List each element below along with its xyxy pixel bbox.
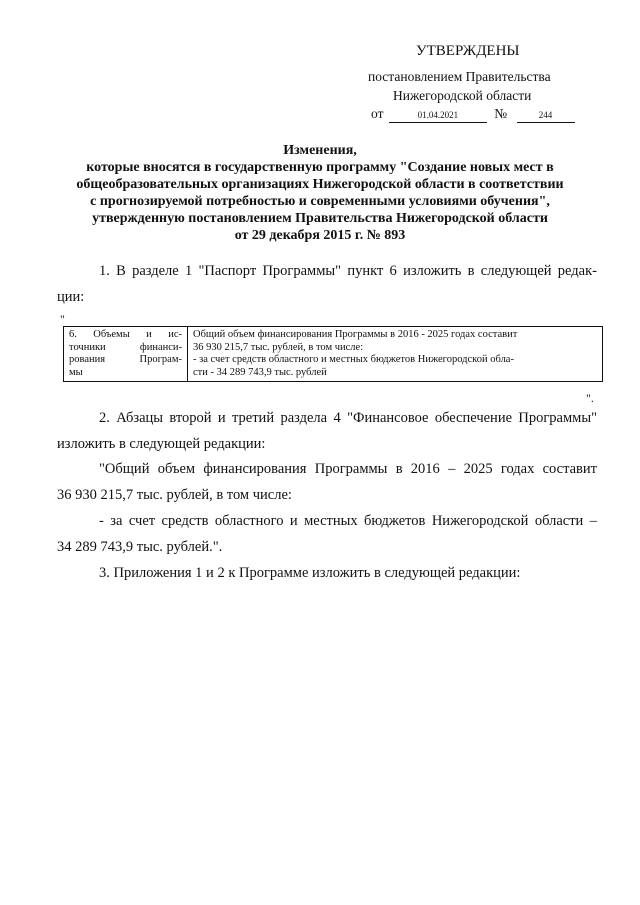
heading-line-3: общеобразовательных организациях Нижегородской области в соответствии <box>76 177 564 192</box>
heading-line-6: от 29 декабря 2015 г. № 893 <box>234 228 406 243</box>
approval-title: УТВЕРЖДЕНЫ <box>416 43 520 59</box>
quote-para2-line-1: - за счет средств областного и местных бюджетов Нижегородской области – <box>99 513 597 529</box>
item2-line-2: изложить в следующей редакции: <box>57 436 266 452</box>
table-cell-label <box>64 327 188 382</box>
quote-para1-line-1: "Общий объем финансирования Программы в 2016 – 2025 годах составит <box>99 461 597 477</box>
item2-line-1: 2. Абзацы второй и третий раздела 4 "Финансовое обеспечение Программы" <box>99 410 597 426</box>
cell-line: рования Програм- <box>69 354 182 365</box>
heading-line-2: которые вносятся в государственную программу "Создание новых мест в <box>86 160 554 175</box>
number-sign: № <box>494 106 508 121</box>
approval-number: 244 <box>517 109 575 123</box>
approval-date-line <box>371 106 575 123</box>
cell-line: сти - 34 289 743,9 тыс. рублей <box>193 366 327 378</box>
item3-line-1: 3. Приложения 1 и 2 к Программе изложить в следующей редакции: <box>99 565 521 581</box>
cell-line: 36 930 215,7 тыс. рублей, в том числе: <box>193 341 364 353</box>
table-cell-value <box>188 327 603 382</box>
heading-line-1: Изменения, <box>283 143 357 158</box>
from-label: от <box>371 106 384 121</box>
quote-close: ". <box>586 391 594 405</box>
cell-line: 6. Объемы и ис- <box>69 329 182 340</box>
quote-open: " <box>60 312 65 326</box>
cell-line: - за счет средств областного и местных бюджетов Нижегородской обла- <box>193 354 514 365</box>
approval-region-line: Нижегородской области <box>393 88 532 103</box>
heading-line-4: с прогнозируемой потребностью и современными условиями обучения", <box>90 194 550 209</box>
approval-date: 01.04.2021 <box>389 109 487 123</box>
item1-line-2: ции: <box>57 289 85 305</box>
cell-line: Общий объем финансирования Программы в 2016 - 2025 годах составит <box>193 329 518 340</box>
approval-decree-line: постановлением Правительства <box>368 69 551 84</box>
table-row <box>64 327 603 382</box>
quote-para2-line-2: 34 289 743,9 тыс. рублей.". <box>57 539 223 555</box>
item1-line-1: 1. В разделе 1 "Паспорт Программы" пункт 6 изложить в следующей редак- <box>99 263 597 279</box>
cell-line: точники финанси- <box>69 341 182 353</box>
quote-para1-line-2: 36 930 215,7 тыс. рублей, в том числе: <box>57 487 292 503</box>
cell-line: мы <box>69 366 83 378</box>
passport-table <box>63 326 603 382</box>
heading-line-5: утвержденную постановлением Правительства Нижегородской области <box>92 211 548 226</box>
